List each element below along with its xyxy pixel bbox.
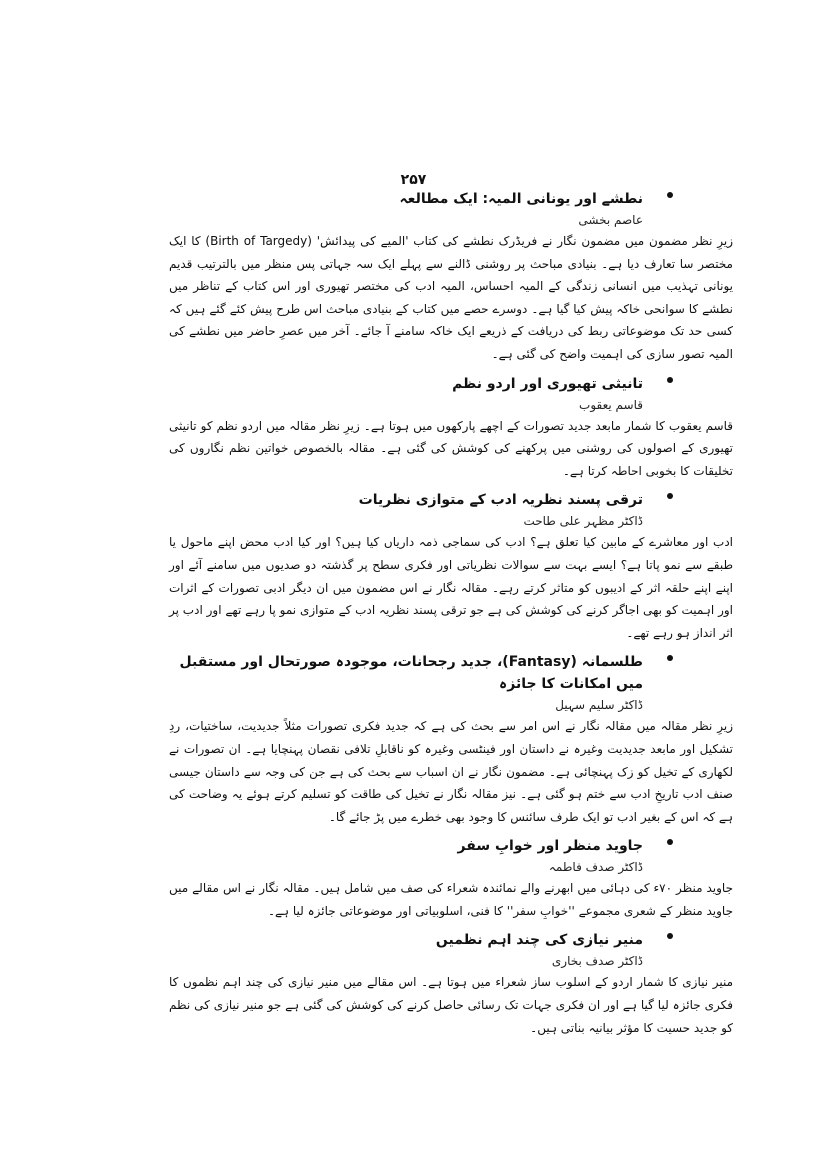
article-entry — [169, 188, 733, 366]
article-entry — [169, 835, 733, 922]
article-title: ترقی پسند نظریہ ادب کے متوازی نظریات — [358, 492, 643, 509]
article-entry — [169, 651, 733, 828]
article-heading — [169, 188, 649, 210]
article-title: تانیثی تھیوری اور اردو نظم — [452, 375, 643, 392]
article-heading — [169, 651, 649, 695]
article-summary: قاسم یعقوب کا شمار مابعد جدید تصورات کے اچھے پارکھوں میں ہوتا ہے۔ زیرِ نظر مقالہ میں اردو نظم کو تانیثی تھیوری کے اصولوں کی روشنی میں پرکھنے کی کوشش کی گئی ہے۔ مقالہ بالخصوص خواتین نظم نگاروں کی تخلیقات کا بخوبی احاطہ کرتا ہے۔ — [169, 418, 733, 478]
article-heading — [169, 373, 649, 395]
article-summary: زیرِ نظر مضمون میں مضمون نگار نے فریڈرک نطشے کی کتاب 'المیے کی پیدائش' (Birth of Targedy) کا ایک مختصر سا تعارف دیا ہے۔ بنیادی مباحث پر روشنی ڈالنے سے پہلے ایک سہ جہاتی پس منظر میں بالترتیب قدیم یونانی تہذیب میں انسانی زندگی کے المیہ احساس، المیہ ادب کی مختصر تھیوری اور اس کتاب کے تناظر میں نطشے کا سوانحی خاکہ پیش کیا گیا ہے۔ دوسرے حصے میں کتاب کے بنیادی مباحث اس طرح پیش کئے گئے ہیں کہ کسی حد تک موضوعاتی ربط کی دریافت کے ذریعے ایک خاکہ سامنے آ جائے۔ آخر میں عصرِ حاضر میں نطشے کی المیہ تصور سازی کی اہمیت واضح کی گئی ہے۔ — [169, 234, 733, 361]
bullet-icon — [667, 839, 673, 845]
article-title: طلسمانہ (Fantasy)، جدید رجحانات، موجودہ صورتحال اور مستقبل میں امکانات کا جائزہ — [179, 654, 643, 693]
article-summary: جاوید منظر ۷۰ء کی دہائی میں ابھرنے والے نمائندہ شعراء کی صف میں شامل ہیں۔ مقالہ نگار نے اس مقالے میں جاوید منظر کے شعری مجموعے ''خوابِ سفر'' کا فنی، اسلوبیاتی اور موضوعاتی جائزہ لیا ہے۔ — [169, 881, 733, 918]
article-heading — [169, 835, 649, 857]
article-entry — [169, 929, 733, 1039]
article-entry — [169, 373, 733, 483]
article-author: ڈاکٹر سلیم سہیل — [555, 698, 643, 713]
article-heading — [169, 489, 649, 511]
article-author: ڈاکٹر مظہر علی طاحت — [523, 514, 643, 529]
article-heading — [169, 929, 649, 951]
article-title: منیر نیازی کی چند اہم نظمیں — [435, 932, 643, 949]
article-title: جاوید منظر اور خوابِ سفر — [457, 838, 643, 855]
article-summary: ادب اور معاشرے کے مابین کیا تعلق ہے؟ ادب کی سماجی ذمہ داریاں کیا ہیں؟ اور کیا ادب محض اپنے ماحول یا طبقے سے نمو پاتا ہے؟ ایسے بہت سے سوالات نظریاتی اور فکری سطح پر گذشتہ دو صدیوں میں سامنے آئے اور اپنے اپنے حلقہ اثر کے ادیبوں کو متاثر کرتے رہے۔ مقالہ نگار نے اس مضمون میں ان دیگر ادبی تصورات کے اثرات اور اہمیت کو بھی اجاگر کرنے کی کوشش کی ہے جو ترقی پسند نظریہ ادب کے متوازی نمو پا رہے تھے اور ادب پر اثر انداز ہو رہے تھے۔ — [169, 535, 733, 640]
article-list — [169, 188, 733, 1046]
page-number: ۲۵۷ — [400, 172, 427, 188]
article-summary: زیرِ نظر مقالہ میں مقالہ نگار نے اس امر سے بحث کی ہے کہ جدید فکری تصورات مثلاً جدیدیت، ساختیات، ردِ تشکیل اور مابعد جدیدیت وغیرہ نے داستان اور فینٹسی وغیرہ کو ناقابلِ تلافی نقصان پہنچایا ہے۔ ان تصورات نے لکھاری کے تخیل کو زک پہنچائی ہے۔ مضمون نگار نے ان اسباب سے بحث کی ہے جن کی وجہ سے داستان جیسی صنف ادب تاریخِ ادب سے ختم ہو گئی ہے۔ نیز مقالہ نگار نے تخیل کی طاقت کو تسلیم کرتے ہوئے یہ وضاحت کی ہے کہ اس کے بغیر ادب تو ایک طرف سائنس کا وجود بھی خطرے میں پڑ جائے گا۔ — [169, 719, 733, 824]
article-author: قاسم یعقوب — [579, 397, 643, 412]
article-author: عاصم بخشی — [578, 213, 643, 227]
bullet-icon — [667, 493, 673, 499]
bullet-icon — [667, 377, 673, 383]
article-entry — [169, 489, 733, 644]
article-summary: منیر نیازی کا شمار اردو کے اسلوب ساز شعراء میں ہوتا ہے۔ اس مقالے میں منیر نیازی کی چند اہم نظموں کا فکری جائزہ لیا گیا ہے اور ان فکری جہات تک رسائی حاصل کرنے کی کوشش کی گئی ہے جو منیر نیازی کی نظم کو جدید حسیت کا مؤثر بیانیہ بناتی ہیں۔ — [169, 975, 733, 1035]
article-author: ڈاکٹر صدف فاطمہ — [548, 860, 643, 875]
bullet-icon — [667, 655, 673, 661]
article-title: نطشے اور یونانی المیہ: ایک مطالعہ — [399, 191, 643, 207]
bullet-icon — [667, 192, 673, 198]
article-author: ڈاکٹر صدف بخاری — [551, 954, 643, 969]
bullet-icon — [667, 933, 673, 939]
